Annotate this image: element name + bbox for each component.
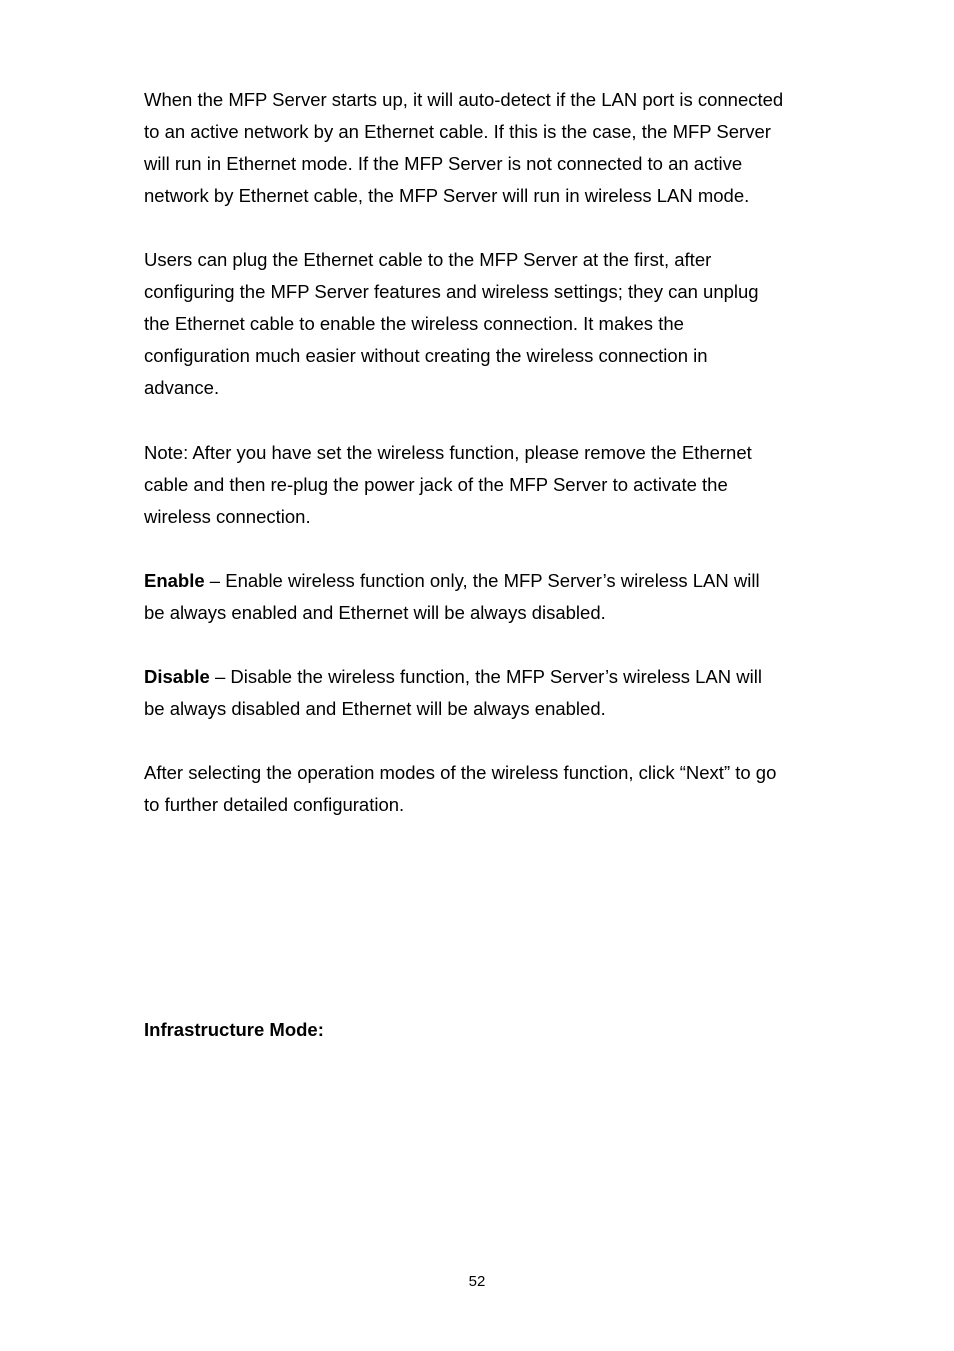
text-line: wireless connection. — [144, 506, 311, 527]
text-line: to an active network by an Ethernet cable. If this is the case, the MFP Server — [144, 121, 771, 142]
text-line: When the MFP Server starts up, it will auto-detect if the LAN port is connected — [144, 89, 784, 110]
paragraph-next-step — [144, 757, 816, 821]
text-line: configuration much easier without creating the wireless connection in — [144, 345, 708, 366]
text-line: Users can plug the Ethernet cable to the MFP Server at the first, after — [144, 249, 712, 270]
text-line: network by Ethernet cable, the MFP Server will run in wireless LAN mode. — [144, 185, 750, 206]
page-number: 52 — [468, 1273, 486, 1290]
paragraph-lan-autodetect — [144, 84, 816, 212]
enable-description: – Enable wireless function only, the MFP Server’s wireless LAN will — [204, 570, 760, 591]
text-line: configuring the MFP Server features and wireless settings; they can unplug — [144, 281, 759, 302]
text-line: the Ethernet cable to enable the wireless connection. It makes the — [144, 313, 684, 334]
text-line: to further detailed configuration. — [144, 794, 405, 815]
text-line: be always disabled and Ethernet will be always enabled. — [144, 698, 606, 719]
paragraph-ethernet-plug — [144, 244, 816, 404]
enable-term: Enable — [144, 570, 205, 591]
disable-description: – Disable the wireless function, the MFP Server’s wireless LAN will — [209, 666, 762, 687]
text-line: advance. — [144, 377, 220, 398]
text-line: be always enabled and Ethernet will be always disabled. — [144, 602, 606, 623]
paragraph-enable — [144, 565, 816, 629]
paragraph-disable — [144, 661, 816, 725]
paragraph-note — [144, 437, 816, 533]
text-line — [144, 661, 816, 693]
section-heading-infrastructure-mode: Infrastructure Mode: — [144, 1019, 324, 1040]
text-line: Note: After you have set the wireless function, please remove the Ethernet — [144, 442, 752, 463]
text-line: will run in Ethernet mode. If the MFP Server is not connected to an active — [144, 153, 743, 174]
text-line — [144, 565, 816, 597]
disable-term: Disable — [144, 666, 210, 687]
text-line: After selecting the operation modes of the wireless function, click “Next” to go — [144, 762, 777, 783]
text-line: cable and then re-plug the power jack of the MFP Server to activate the — [144, 474, 728, 495]
